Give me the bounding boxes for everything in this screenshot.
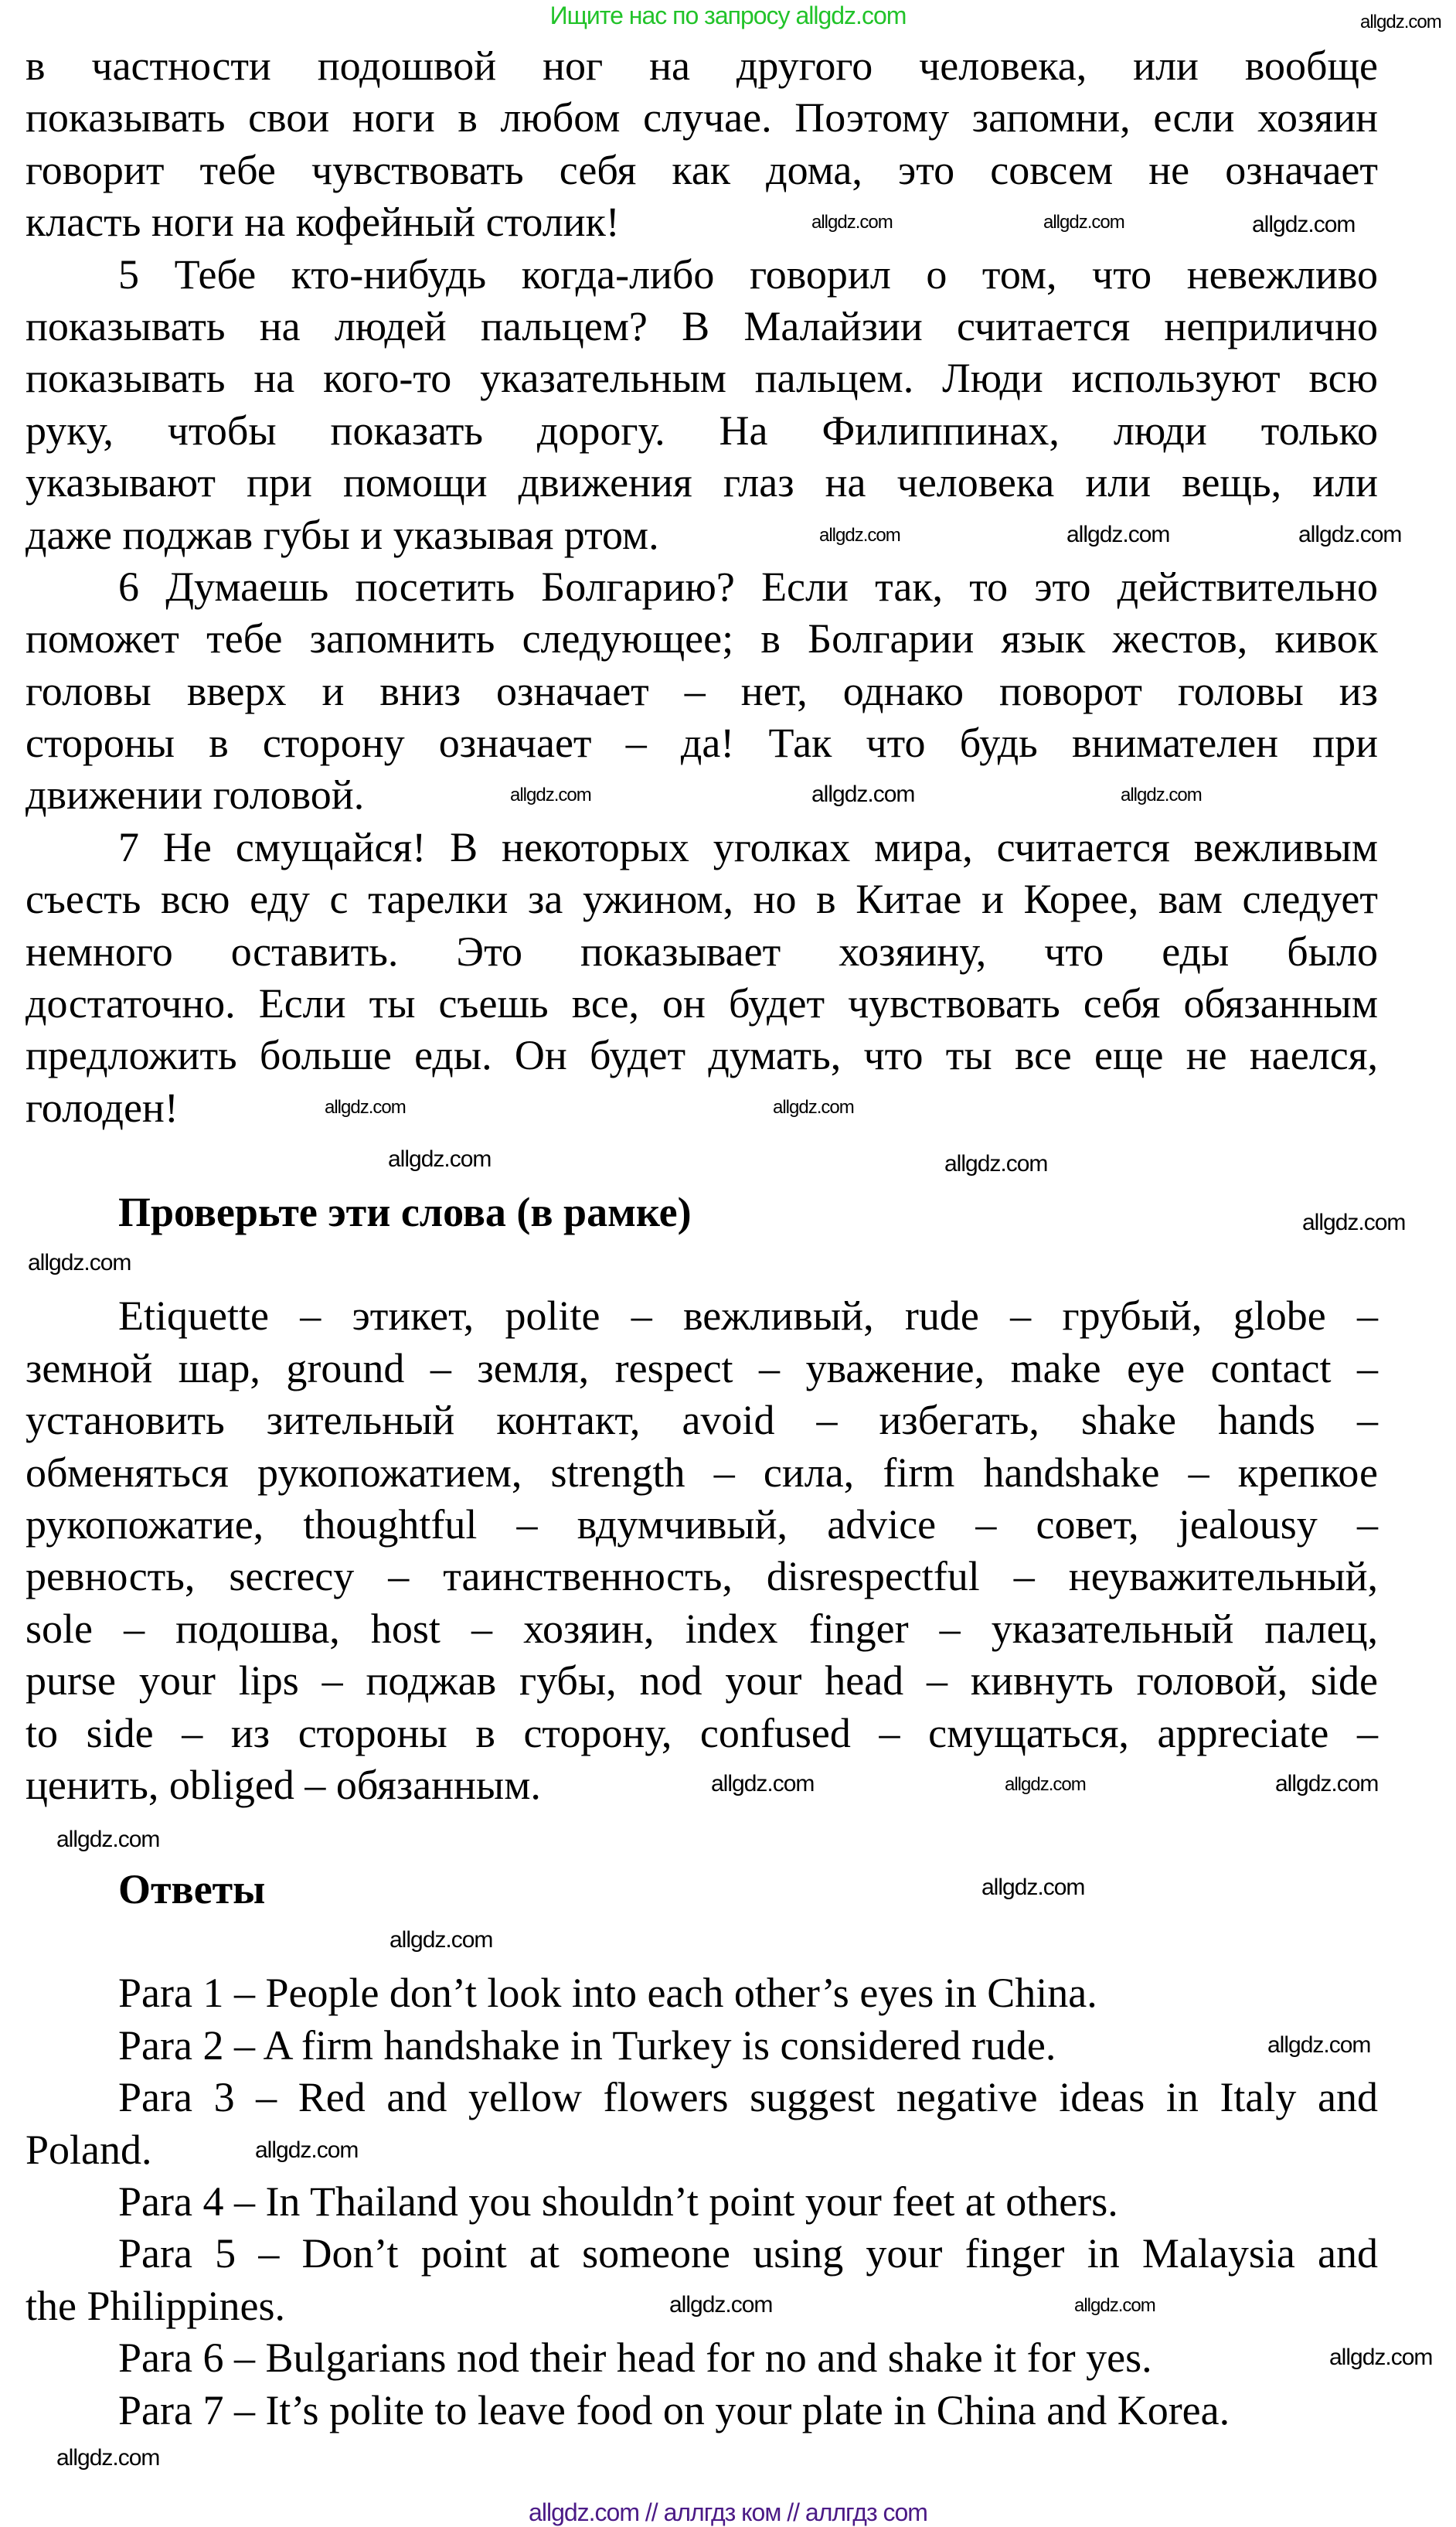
text-line: Etiquette – этикет, polite – вежливый, rude – грубый, globe –: [118, 1292, 1378, 1340]
watermark: allgdz.com: [1302, 1210, 1406, 1235]
text-line: немного оставить. Это показывает хозяину, что еды было: [26, 928, 1378, 975]
watermark: allgdz.com: [1043, 212, 1124, 233]
watermark: allgdz.com: [1267, 2032, 1371, 2058]
watermark: allgdz.com: [811, 782, 915, 807]
watermark: allgdz.com: [390, 1927, 493, 1953]
text-line: показывать на людей пальцем? В Малайзии считается неприлично: [26, 302, 1378, 349]
watermark: allgdz.com: [325, 1097, 406, 1118]
text-line: 6 Думаешь посетить Болгарию? Если так, то это действительно: [118, 563, 1378, 610]
text-line: головы вверх и вниз означает – нет, однако поворот головы из: [26, 667, 1378, 714]
text-line: рукопожатие, thoughtful – вдумчивый, advice – совет, jealousy –: [26, 1500, 1378, 1548]
text-line: показывать на кого-то указательным пальцем. Люди используют всю: [26, 355, 1378, 402]
document-body: [26, 40, 1378, 2437]
blank-line: [26, 1238, 1378, 1290]
text-line: the Philippines.: [26, 2282, 285, 2329]
watermark: allgdz.com: [1005, 1774, 1086, 1795]
text-line: Para 5 – Don’t point at someone using your finger in Malaysia and: [118, 2230, 1378, 2277]
watermark: allgdz.com: [811, 212, 893, 233]
text-line: purse your lips – поджав губы, nod your head – кивнуть головой, side: [26, 1657, 1378, 1705]
watermark: allgdz.com: [28, 1250, 131, 1275]
text-line: обменяться рукопожатием, strength – сила, firm handshake – крепкое: [26, 1449, 1378, 1496]
text-line: стороны в сторону означает – да! Так что будь внимателен при: [26, 720, 1378, 767]
text-line: Para 7 – It’s polite to leave food on your plate in China and Korea.: [118, 2386, 1230, 2433]
text-line: Poland.: [26, 2126, 152, 2173]
watermark: allgdz.com: [255, 2137, 359, 2163]
blank-line: [26, 1134, 1378, 1186]
text-line: Para 3 – Red and yellow flowers suggest negative ideas in Italy and: [118, 2074, 1378, 2121]
blank-line: [26, 1916, 1378, 1967]
text-line: голоден!: [26, 1084, 179, 1131]
text-line: Para 6 – Bulgarians nod their head for no and shake it for yes.: [118, 2335, 1152, 2382]
footer-links: allgdz.com // аллгдз ком // аллгдз com: [529, 2498, 927, 2526]
watermark: allgdz.com: [1275, 1771, 1379, 1796]
text-line: Para 2 – A firm handshake in Turkey is considered rude.: [118, 2021, 1056, 2069]
text-line: 7 Не смущайся! В некоторых уголках мира, считается вежливым: [118, 823, 1378, 870]
watermark: allgdz.com: [56, 2445, 160, 2471]
text-line: руку, чтобы показать дорогу. На Филиппинах, люди только: [26, 407, 1378, 454]
watermark: allgdz.com: [1066, 522, 1170, 547]
text-line: в частности подошвой ног на другого человека, или вообще: [26, 43, 1378, 89]
text-line: даже поджав губы и указывая ртом.: [26, 511, 659, 558]
watermark: allgdz.com: [981, 1875, 1085, 1900]
watermark: allgdz.com: [1252, 212, 1356, 237]
text-line: движении головой.: [26, 771, 365, 819]
watermark: allgdz.com: [1298, 522, 1402, 547]
watermark: allgdz.com: [1121, 785, 1202, 805]
text-line: показывать свои ноги в любом случае. Поэтому запомни, если хозяин: [26, 94, 1378, 141]
watermark: allgdz.com: [669, 2292, 773, 2318]
text-line: говорит тебе чувствовать себя как дома, это совсем не означает: [26, 146, 1378, 193]
section-heading: Проверьте эти слова (в рамке): [118, 1188, 692, 1235]
text-line: 5 Тебе кто-нибудь когда-либо говорил о том, что невежливо: [118, 250, 1378, 298]
text-line: указывают при помощи движения глаз на человека или вещь, или: [26, 459, 1378, 506]
watermark: allgdz.com: [1329, 2345, 1433, 2370]
watermark: allgdz.com: [388, 1146, 492, 1172]
search-banner: Ищите нас по запросу allgdz.com: [549, 2, 907, 29]
watermark: allgdz.com: [1074, 2295, 1155, 2316]
blank-line: [26, 1811, 1378, 1863]
text-line: съесть всю еду с тарелки за ужином, но в Китае и Корее, вам следует: [26, 876, 1378, 923]
text-line: земной шар, ground – земля, respect – уважение, make eye contact –: [26, 1344, 1378, 1391]
text-line: ревность, secrecy – таинственность, disrespectful – неуважительный,: [26, 1553, 1378, 1600]
text-line: Para 4 – In Thailand you shouldn’t point your feet at others.: [118, 2178, 1118, 2226]
watermark: allgdz.com: [944, 1151, 1048, 1177]
text-line: ценить, obliged – обязанным.: [26, 1761, 541, 1808]
watermark: allgdz.com: [819, 525, 900, 546]
watermark: allgdz.com: [1360, 12, 1441, 32]
watermark: allgdz.com: [510, 785, 591, 805]
text-line: поможет тебе запомнить следующее; в Болгарии язык жестов, кивок: [26, 615, 1378, 662]
text-line: достаточно. Если ты съешь все, он будет чувствовать себя обязанным: [26, 980, 1378, 1027]
text-line: класть ноги на кофейный столик!: [26, 199, 620, 246]
watermark: allgdz.com: [56, 1827, 160, 1852]
text-line: Para 1 – People don’t look into each other’s eyes in China.: [118, 1970, 1097, 2017]
text-line: to side – из стороны в сторону, confused – смущаться, appreciate –: [26, 1709, 1378, 1756]
section-heading: Ответы: [118, 1865, 266, 1912]
text-line: установить зительный контакт, avoid – избегать, shake hands –: [26, 1397, 1378, 1444]
watermark: allgdz.com: [773, 1097, 854, 1118]
watermark: allgdz.com: [711, 1771, 815, 1796]
text-line: предложить больше еды. Он будет думать, что ты все еще не наелся,: [26, 1032, 1378, 1079]
text-line: sole – подошва, host – хозяин, index finger – указательный палец,: [26, 1605, 1378, 1652]
